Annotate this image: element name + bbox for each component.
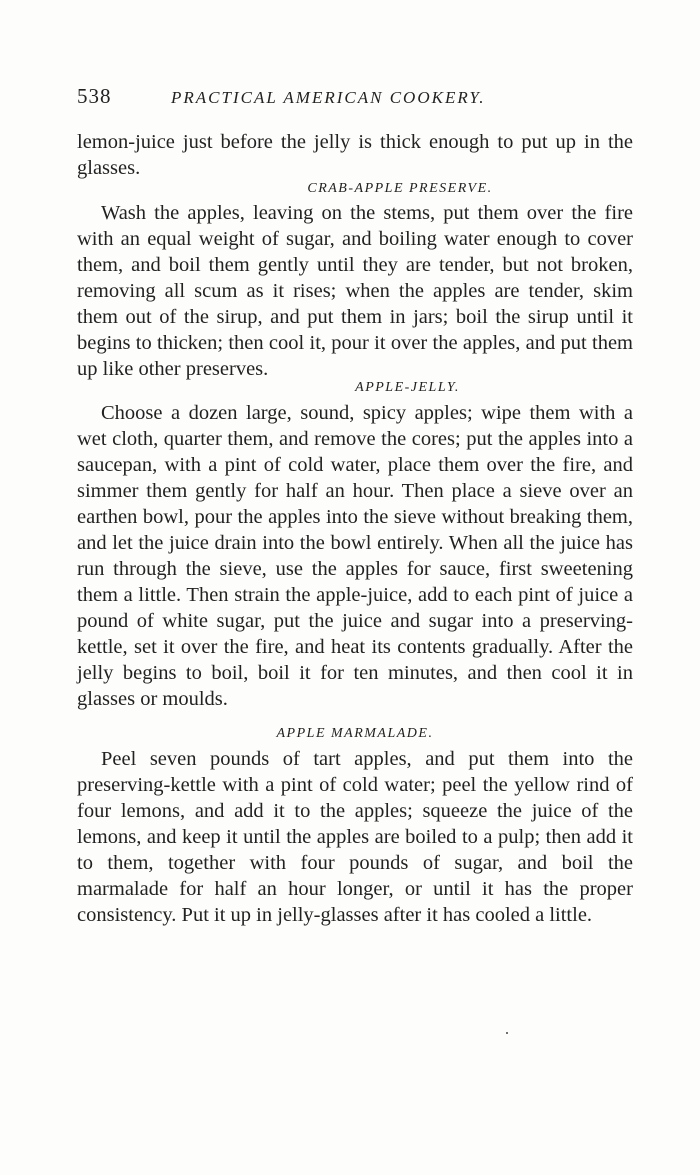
page-number: 538 bbox=[77, 84, 112, 108]
book-page bbox=[77, 84, 633, 928]
running-head bbox=[77, 84, 633, 109]
apple-jelly-paragraph: Choose a dozen large, sound, spicy apples; wipe them with a wet cloth, quarter them, and remove the cores; put the apples into a saucepan, with a pint of cold water, place them over the fire, and simmer them gently for half an hour. Then place a sieve over an earthen bowl, pour the apples into the sieve without breaking them, and let the juice drain into the bowl entirely. When all the juice has run through the sieve, use the apples for sauce, first sweetening them a little. Then strain the apple-juice, add to each pint of juice a pound of white sugar, put the juice and sugar into a preserving-kettle, set it over the fire, and heat its contents gradually. After the jelly begins to boil, boil it for ten minutes, and then cool it in glasses or moulds. bbox=[77, 402, 633, 710]
section-heading-apple-jelly: APPLE-JELLY. bbox=[355, 380, 460, 395]
crab-apple-preserve-paragraph: Wash the apples, leaving on the stems, put them over the fire with an equal weight of sugar, and boiling water enough to cover them, and boil them gently until they are tender, but not broken, removing all scum as it rises; when the apples are tender, skim them out of the sirup, and put them in jars; boil the sirup until it begins to thicken; then cool it, pour it over the apples, and put them up like other preserves. bbox=[77, 202, 633, 380]
section-heading-apple-marmalade: APPLE MARMALADE. bbox=[276, 726, 434, 741]
section-heading-crab-apple-preserve: CRAB-APPLE PRESERVE. bbox=[307, 181, 493, 196]
continuation-paragraph: lemon-juice just before the jelly is thick enough to put up in the glasses. bbox=[77, 131, 633, 179]
apple-marmalade-paragraph: Peel seven pounds of tart apples, and put them into the preserving-kettle with a pint of cold water; peel the yellow rind of four lemons, and add it to the apples; squeeze the juice of the lemons, and keep it until the apples are boiled to a pulp; then add it to them, together with four pounds of sugar, and boil the marmalade for half an hour longer, or until it has the proper consistency. Put it up in jelly-glasses after it has cooled a little. bbox=[77, 748, 633, 926]
running-title: PRACTICAL AMERICAN COOKERY. bbox=[171, 88, 486, 107]
ink-speck bbox=[506, 1032, 508, 1034]
